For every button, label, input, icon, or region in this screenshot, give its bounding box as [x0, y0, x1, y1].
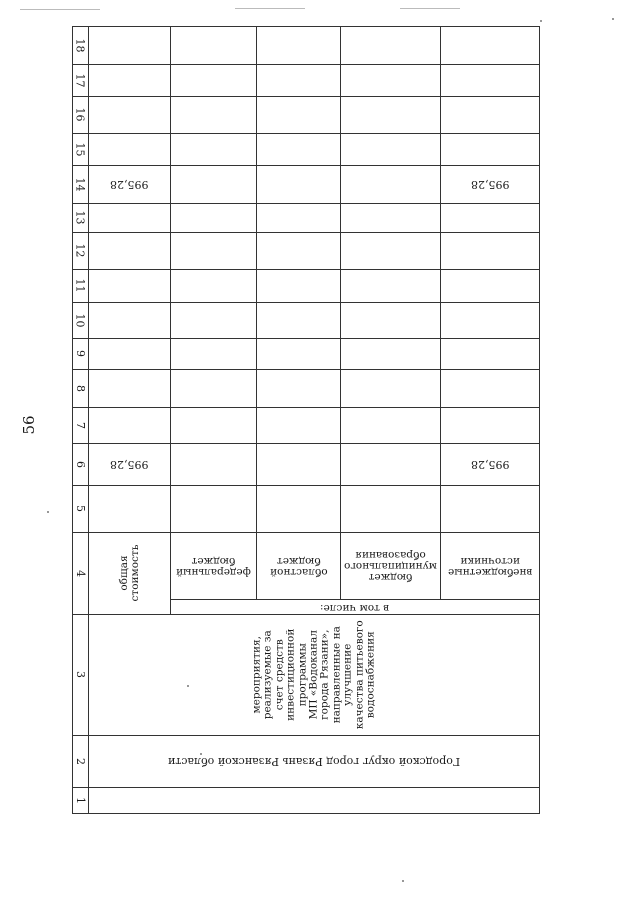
col-number-10: 10	[73, 313, 87, 327]
federal-budget-label: федеральный бюджет	[176, 554, 251, 578]
col-number-11: 11	[73, 278, 87, 293]
col-number-17: 17	[73, 73, 87, 87]
scan-mark	[235, 8, 305, 9]
page-number-text: 56	[20, 415, 38, 435]
col-number-13: 13	[73, 210, 87, 225]
municipal-budget-label: бюджет муниципального образования	[344, 549, 437, 583]
scan-mark	[20, 9, 100, 10]
including-label: в том числе:	[320, 601, 390, 614]
col-number-18: 18	[73, 38, 87, 52]
col-number-5: 5	[73, 505, 87, 512]
col-number-6: 6	[73, 460, 87, 468]
total-value-col6: 995,28	[110, 457, 149, 471]
scan-mark	[402, 880, 404, 882]
scan-mark	[400, 8, 460, 9]
col-number-8: 8	[73, 384, 87, 392]
col-number-14: 14	[73, 177, 87, 191]
region-label: Городской округ город Рязань Рязанской области	[167, 754, 461, 768]
off-budget-value-col14: 995,28	[470, 177, 510, 191]
total-value-col14: 995,28	[110, 177, 149, 191]
col-number-7: 7	[73, 421, 87, 429]
scan-mark	[612, 18, 614, 20]
col-number-16: 16	[73, 107, 87, 122]
col-number-4: 4	[73, 569, 87, 577]
off-budget-value-col6: 995,28	[470, 457, 510, 471]
scan-mark	[47, 511, 49, 513]
col-number-9: 9	[73, 350, 87, 357]
total-cost-label: общая стоимость	[117, 544, 141, 602]
col-number-2: 2	[73, 757, 87, 765]
regional-budget-label: областной бюджет	[269, 554, 328, 578]
col-number-15: 15	[73, 142, 87, 156]
col-number-3: 3	[73, 671, 87, 678]
col-number-12: 12	[73, 243, 87, 258]
page-number	[14, 410, 44, 440]
col-number-1: 1	[73, 796, 87, 804]
off-budget-label: внебюджетные источники	[447, 554, 533, 578]
scan-mark	[540, 20, 542, 22]
measure-description: мероприятия, реализуемые за счет средств инвестиционной программы МП «Водоканал города Рязани», направленные на улучшение качества питьевого водоснабжения	[250, 620, 377, 729]
